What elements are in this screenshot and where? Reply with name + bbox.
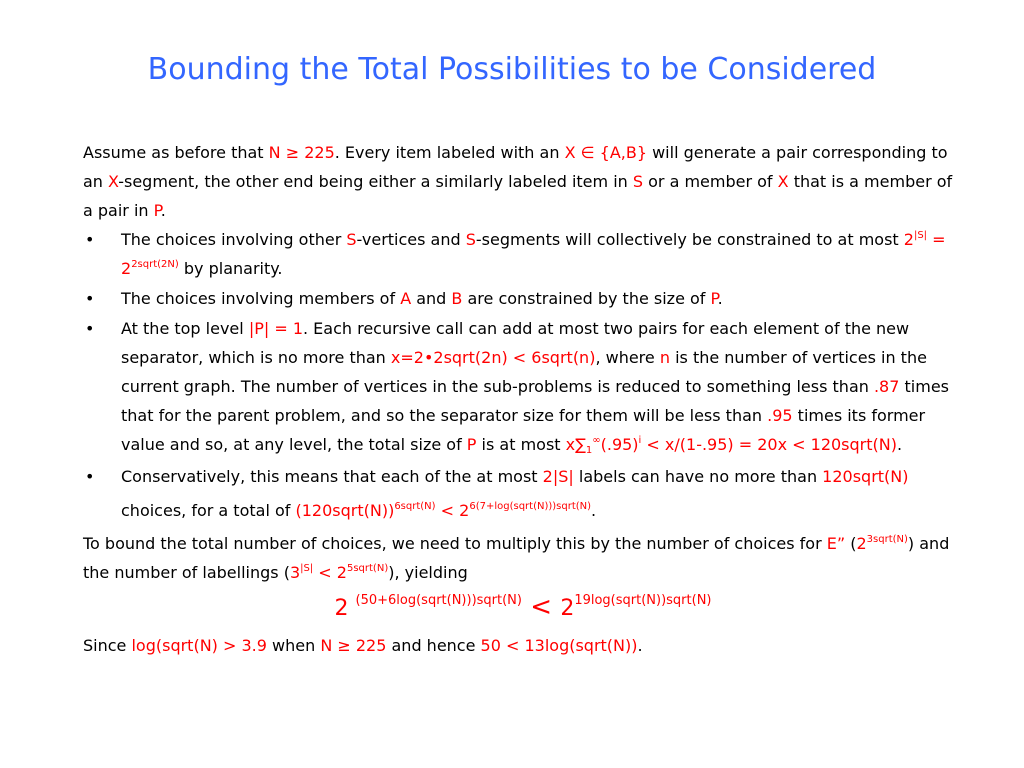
text: The choices involving other [121,230,347,249]
highlight: P [466,435,477,454]
highlight: S [632,172,644,191]
text: and [411,289,452,308]
highlight: x∑ [565,435,586,454]
highlight: X [108,172,119,191]
highlight: = 2 [121,230,946,278]
highlight: N ≥ 225 [320,636,387,655]
text: when [266,636,321,655]
text: ) and the number of labellings ( [83,534,950,582]
highlight: S [346,230,357,249]
highlight: N ≥ 225 [268,143,335,162]
formula-operator: < [521,592,561,622]
highlight: 2 [856,534,867,553]
text: , where [595,348,660,367]
text: The choices involving members of [121,289,401,308]
text: are constrained by the size of [462,289,711,308]
bullet-icon: • [85,289,95,308]
highlight: x=2•2sqrt(2n) < 6sqrt(n) [390,348,596,367]
highlight: n [659,348,670,367]
highlight: < 2 [435,501,470,520]
text: . [637,636,643,655]
superscript: 3sqrt(N) [866,534,908,545]
text: by planarity. [178,259,283,278]
bullet-item-conservatively [83,460,963,528]
text: ), yielding [388,563,468,582]
highlight: E” [826,534,846,553]
slide-title: Bounding the Total Possibilities to be Considered [147,52,877,87]
superscript: 5sqrt(N) [346,563,389,574]
highlight: .95 [767,406,793,425]
superscript: 6sqrt(N) [394,501,436,512]
text: is at most [476,435,566,454]
highlight: P [710,289,718,308]
bullet-icon: • [85,230,95,249]
highlight: P [153,201,161,220]
text: ( [845,534,857,553]
bullet-item-top-level [83,314,963,459]
subscript: 1 [585,445,593,456]
slide-body [83,138,963,660]
text: . [591,501,597,520]
highlight: S [465,230,476,249]
text: will generate a pair corresponding to an [83,143,948,191]
total-choices-formula [83,589,963,627]
text: and hence [386,636,481,655]
bullet-item-s-vertices [83,225,963,283]
superscript: 2sqrt(2N) [131,259,179,270]
text: . [717,289,723,308]
superscript: |S| [913,230,928,241]
highlight: .87 [873,377,900,396]
highlight: 50 < 13log(sqrt(N)) [480,636,638,655]
highlight: X [777,172,789,191]
highlight: A [400,289,412,308]
text: -segment, the other end being either a similarly labeled item in [118,172,633,191]
text: labels can have no more than [573,467,823,486]
text: choices, for a total of [121,501,296,520]
text: Assume as before that [83,143,269,162]
bullet-icon: • [85,467,95,486]
intro-paragraph [83,138,963,225]
text: . Each recursive call can add at most two pairs for each element of the new separator, which is no more than [121,319,910,367]
text: that is a member of a pair in [83,172,953,220]
conclusion-paragraph [83,631,963,660]
highlight: X ∈ {A,B} [564,143,647,162]
highlight: < 2 [313,563,347,582]
text: Since [83,636,132,655]
highlight: (120sqrt(N)) [295,501,395,520]
text: or a member of [643,172,778,191]
text: -segments will collectively be constrained to at most [475,230,904,249]
text: times that for the parent problem, and so the separator size for them will be less than [121,377,949,425]
formula-exponent: (50+6log(sqrt(N)))sqrt(N) [355,593,522,608]
text: To bound the total number of choices, we need to multiply this by the number of choices for [83,534,827,553]
highlight: |P| = 1 [248,319,303,338]
text: times its former value and so, at any level, the total size of [121,406,926,454]
text: Conservatively, this means that each of the at most [121,467,543,486]
text: At the top level [121,319,249,338]
superscript: i [638,435,642,446]
highlight: log(sqrt(N) > 3.9 [131,636,267,655]
formula-exponent: 19log(sqrt(N))sqrt(N) [574,593,712,608]
highlight: B [451,289,463,308]
bullet-item-a-b-members [83,284,963,313]
superscript: |S| [300,563,314,574]
formula-base: 2 [334,596,356,621]
highlight: 2|S| [542,467,574,486]
superscript: ∞ [592,435,601,446]
highlight: 2 [903,230,914,249]
text: is the number of vertices in the current graph. The number of vertices in the sub-problems is reduced to something less than [121,348,927,396]
highlight: (.95) [600,435,639,454]
highlight: < x/(1-.95) = 20x < 120sqrt(N) [641,435,897,454]
text: . [896,435,903,454]
bound-paragraph [83,529,963,587]
superscript: 6(7+log(sqrt(N)))sqrt(N) [469,501,592,512]
bullet-icon: • [85,319,95,338]
text: . [160,201,166,220]
text: -vertices and [356,230,466,249]
highlight: 3 [289,563,301,582]
highlight: 120sqrt(N) [822,467,909,486]
formula-base: 2 [560,596,575,621]
text: . Every item labeled with an [334,143,565,162]
